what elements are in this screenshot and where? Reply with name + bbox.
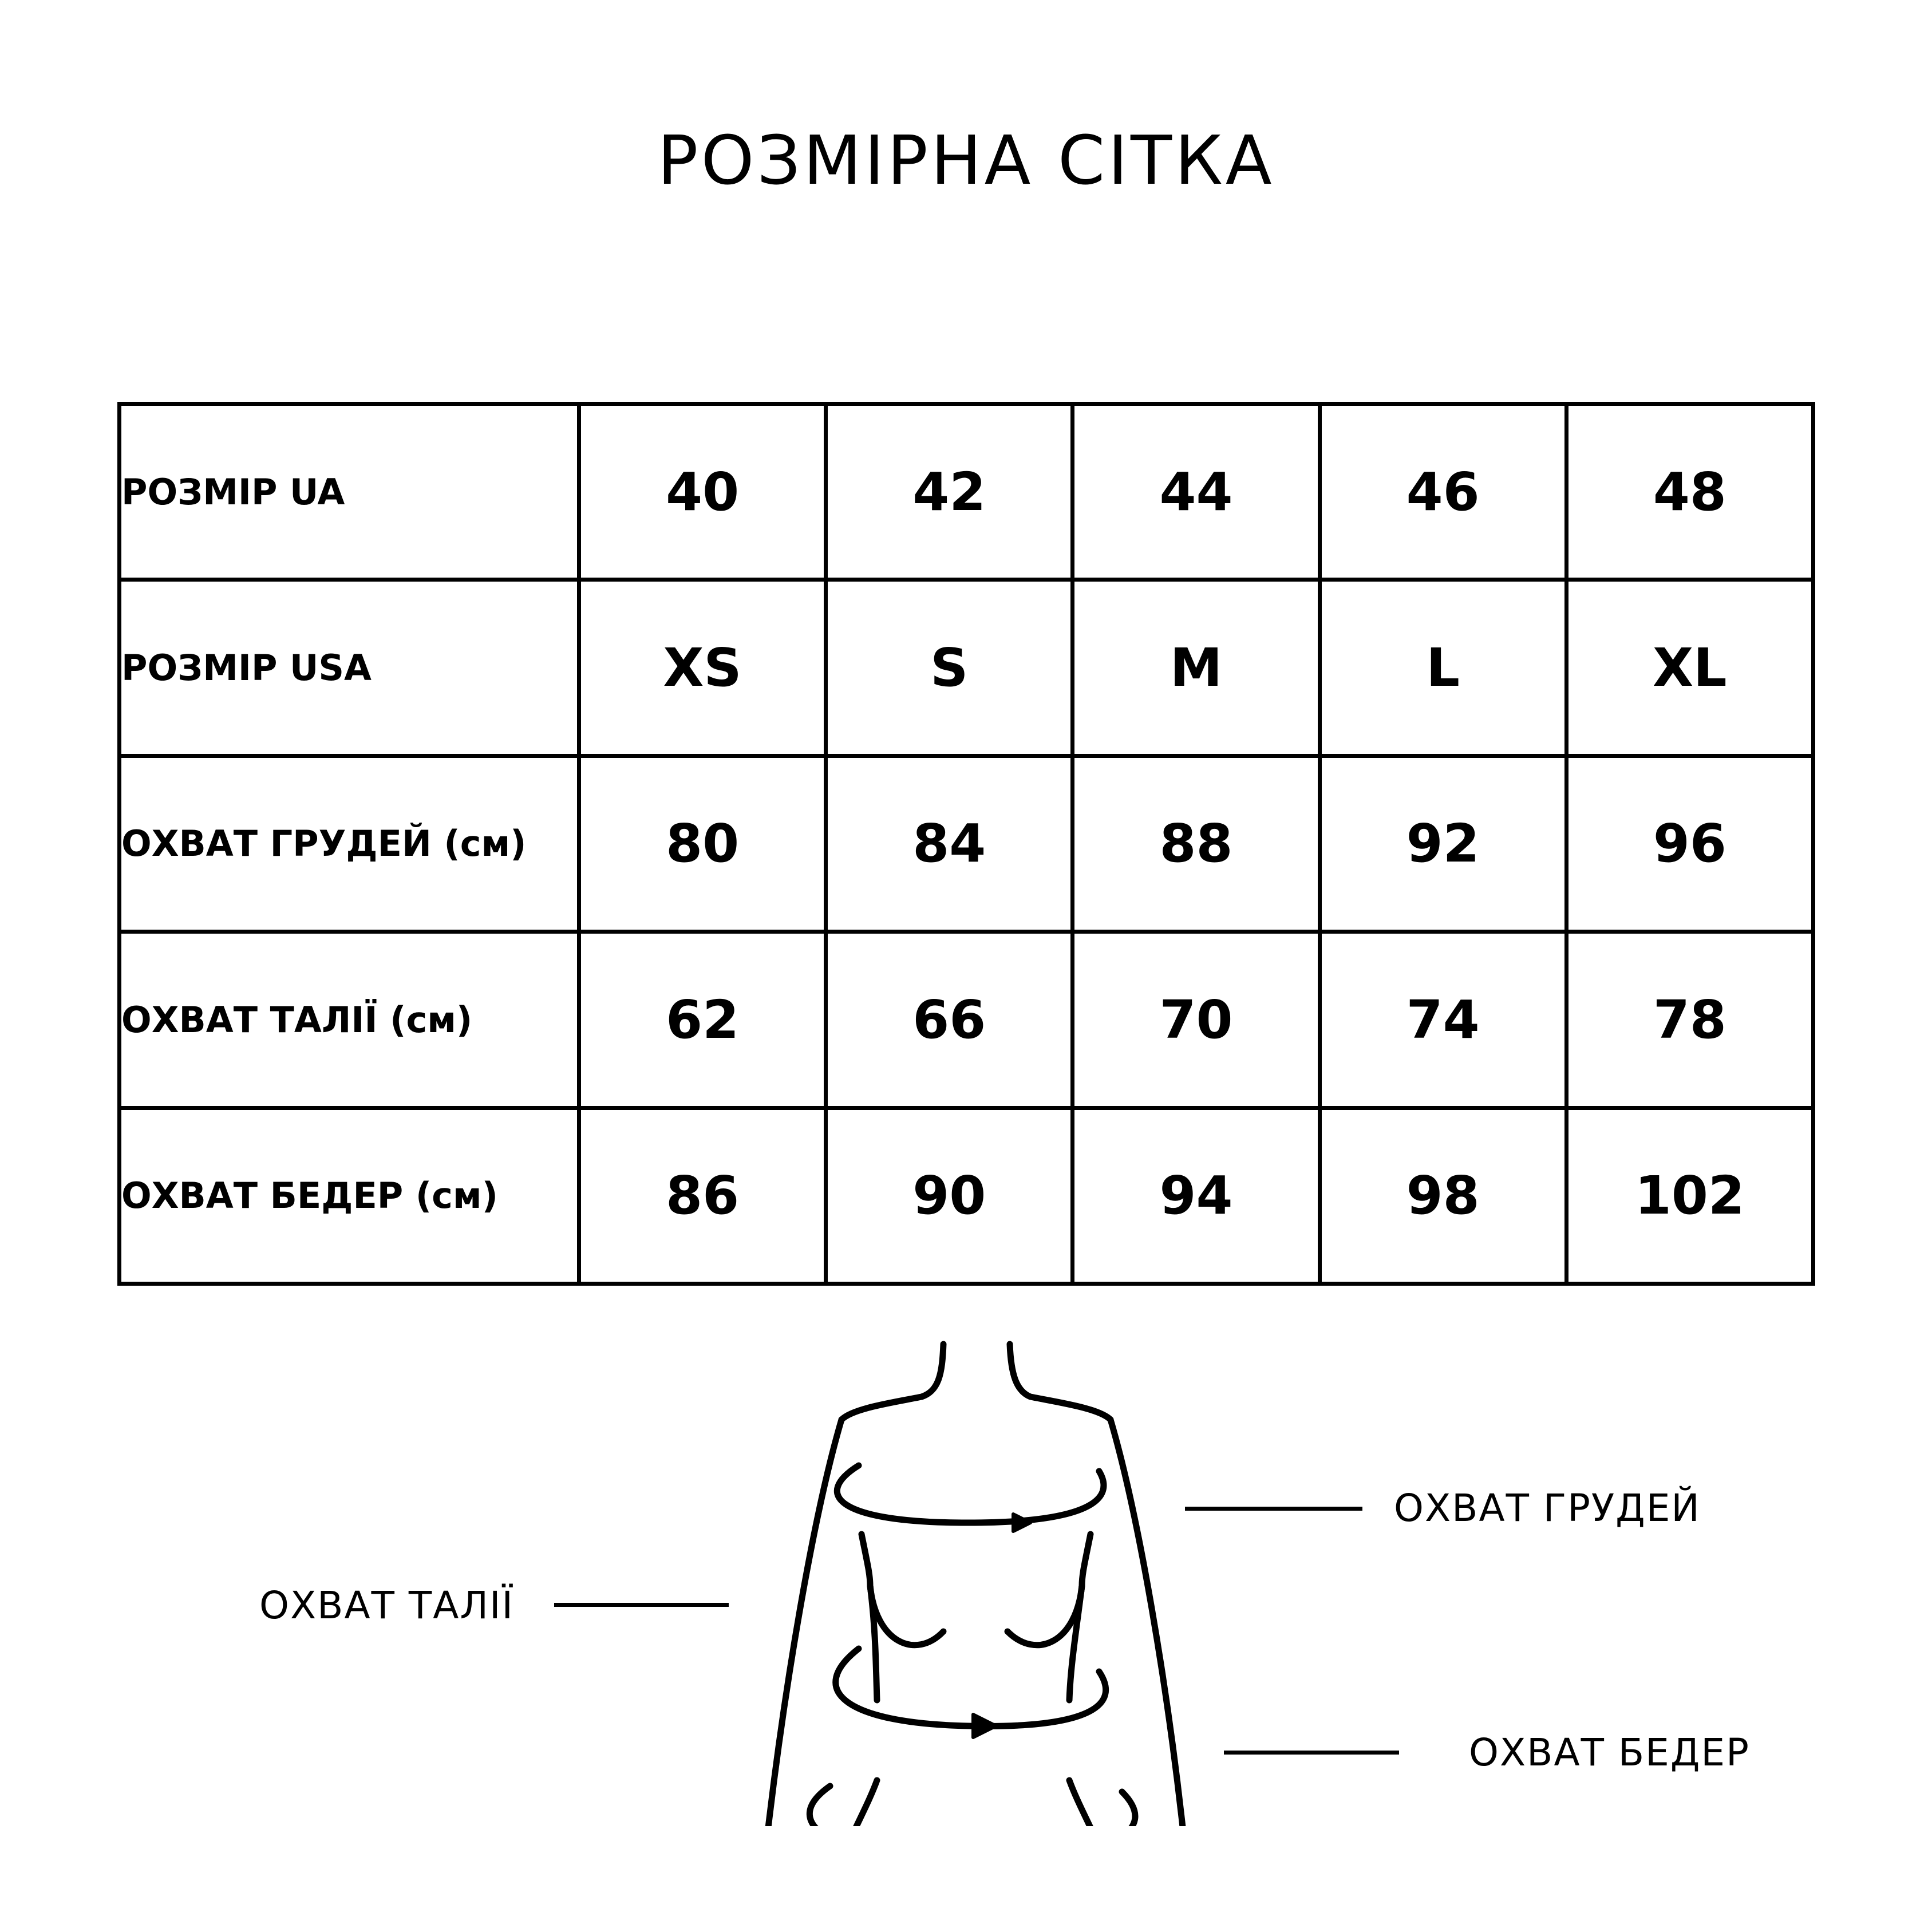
measurement-diagram [0,1311,1932,1826]
table-cell: 98 [1319,1108,1566,1283]
table-cell: 78 [1566,932,1813,1108]
waist-callout-line [554,1603,729,1607]
table-cell: 40 [579,404,826,580]
table-cell: 84 [826,756,1073,931]
row-label: ОХВАТ ГРУДЕЙ (см) [120,756,579,931]
row-label: РОЗМІР USA [120,580,579,756]
table-cell: 42 [826,404,1073,580]
row-label: ОХВАТ БЕДЕР (см) [120,1108,579,1283]
table-cell: 44 [1073,404,1319,580]
table-cell: 46 [1319,404,1566,580]
table-cell: M [1073,580,1319,756]
table-cell: 62 [579,932,826,1108]
table-cell: 96 [1566,756,1813,931]
table-cell: 66 [826,932,1073,1108]
hips-label: ОХВАТ БЕДЕР [1469,1730,1750,1775]
table-row-hips [120,1108,1814,1283]
row-label: ОХВАТ ТАЛІЇ (см) [120,932,579,1108]
table-cell: XS [579,580,826,756]
table-row-chest [120,756,1814,931]
page-title: РОЗМІРНА СІТКА [657,121,1275,200]
table-cell: L [1319,580,1566,756]
table-cell: 94 [1073,1108,1319,1283]
table-row-size-usa [120,580,1814,756]
table-cell: 86 [579,1108,826,1283]
table-cell: 80 [579,756,826,931]
table-cell: 70 [1073,932,1319,1108]
table-cell: 92 [1319,756,1566,931]
table-cell: 88 [1073,756,1319,931]
table-row-waist [120,932,1814,1108]
table-cell: S [826,580,1073,756]
table-cell: 48 [1566,404,1813,580]
waist-label: ОХВАТ ТАЛІЇ [259,1583,514,1627]
table-cell: 74 [1319,932,1566,1108]
table-cell: 102 [1566,1108,1813,1283]
table-cell: XL [1566,580,1813,756]
chest-label: ОХВАТ ГРУДЕЙ [1394,1486,1701,1530]
table-cell: 90 [826,1108,1073,1283]
hips-callout-line [1224,1751,1399,1755]
row-label: РОЗМІР UA [120,404,579,580]
size-table [117,402,1815,1286]
chest-callout-line [1185,1507,1362,1511]
table-row-size-ua [120,404,1814,580]
